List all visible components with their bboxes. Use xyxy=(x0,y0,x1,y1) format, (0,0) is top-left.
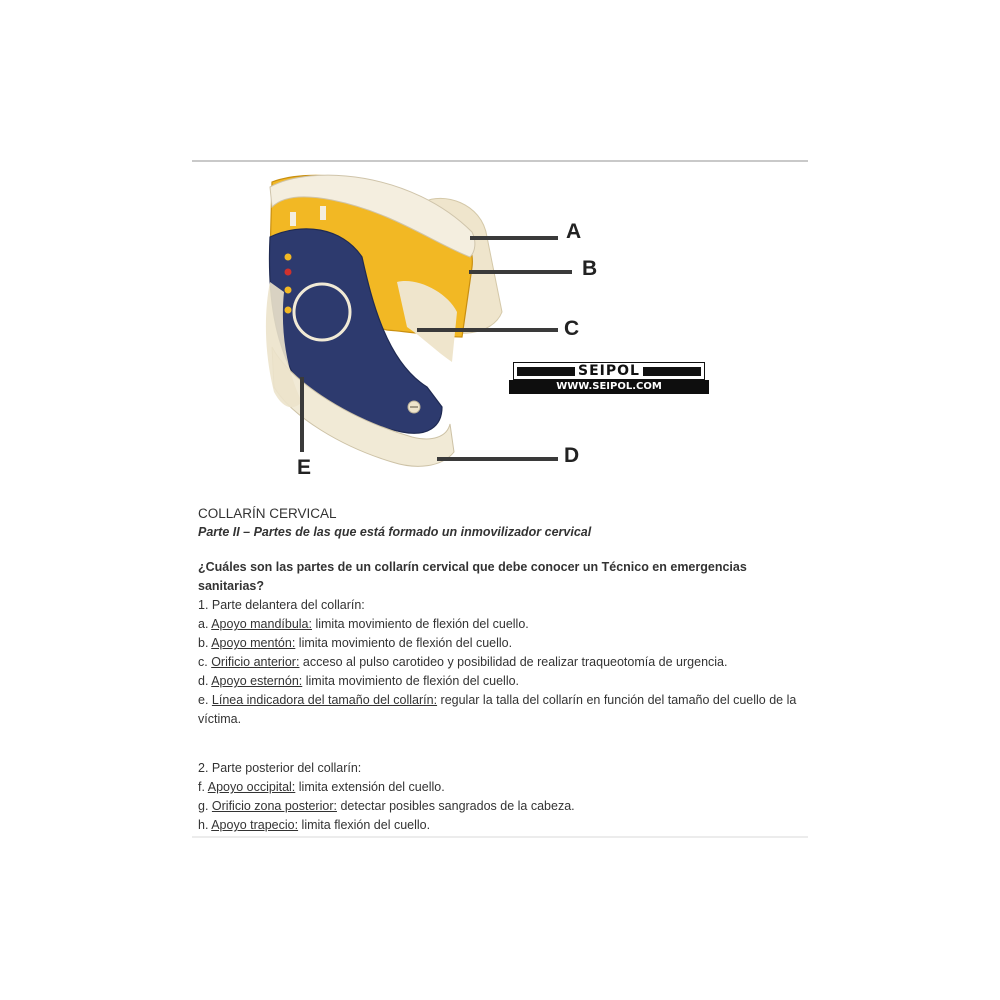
list-item: a. Apoyo mandíbula: limita movimiento de flexión del cuello. xyxy=(198,617,529,631)
list-item: d. Apoyo esternón: limita movimiento de flexión del cuello. xyxy=(198,674,520,688)
term-link: Orificio anterior: xyxy=(211,655,300,669)
callout-label-c: C xyxy=(564,317,580,340)
logo-url: WWW.SEIPOL.COM xyxy=(509,380,709,394)
term-link: Orificio zona posterior: xyxy=(211,799,337,813)
term-link: Apoyo mandíbula: xyxy=(211,617,312,631)
callout-label-e: E xyxy=(297,456,312,479)
list-item: c. Orificio anterior: acceso al pulso carotideo y posibilidad de realizar traqueotomía de urgencia. xyxy=(198,655,728,669)
term-link: Apoyo trapecio: xyxy=(211,818,299,832)
term-link: Apoyo occipital: xyxy=(207,780,296,794)
section-back-heading: 2. Parte posterior del collarín: xyxy=(198,761,362,775)
term-link: Línea indicadora del tamaño del collarín: xyxy=(211,693,438,707)
list-item: e. Línea indicadora del tamaño del collarín: regular la talla del collarín en función del tamaño del cuello de la víctima. xyxy=(198,693,797,726)
list-item: h. Apoyo trapecio: limita flexión del cuello. xyxy=(198,818,431,832)
term-link: Apoyo esternón: xyxy=(211,674,303,688)
cervical-collar-illustration xyxy=(192,162,808,492)
section-front-heading: 1. Parte delantera del collarín: xyxy=(198,598,365,612)
cervical-collar-figure xyxy=(192,162,808,492)
list-item: f. Apoyo occipital: limita extensión del cuello. xyxy=(198,780,445,794)
list-item: g. Orificio zona posterior: detectar posibles sangrados de la cabeza. xyxy=(198,799,575,813)
callout-label-a: A xyxy=(566,220,582,243)
logo-name: SEIPOL xyxy=(578,363,640,379)
article-text xyxy=(198,504,798,835)
article-subtitle: Parte II – Partes de las que está formado un inmovilizador cervical xyxy=(198,525,592,539)
article-title: COLLARÍN CERVICAL xyxy=(198,506,337,521)
article-question: ¿Cuáles son las partes de un collarín cervical que debe conocer un Técnico en emergencias sanitarias? xyxy=(198,560,747,593)
seipol-logo xyxy=(509,360,709,396)
callout-label-d: D xyxy=(564,444,580,467)
list-item: b. Apoyo mentón: limita movimiento de flexión del cuello. xyxy=(198,636,513,650)
callout-label-b: B xyxy=(582,257,598,280)
article-card xyxy=(192,160,808,838)
term-link: Apoyo mentón: xyxy=(211,636,296,650)
